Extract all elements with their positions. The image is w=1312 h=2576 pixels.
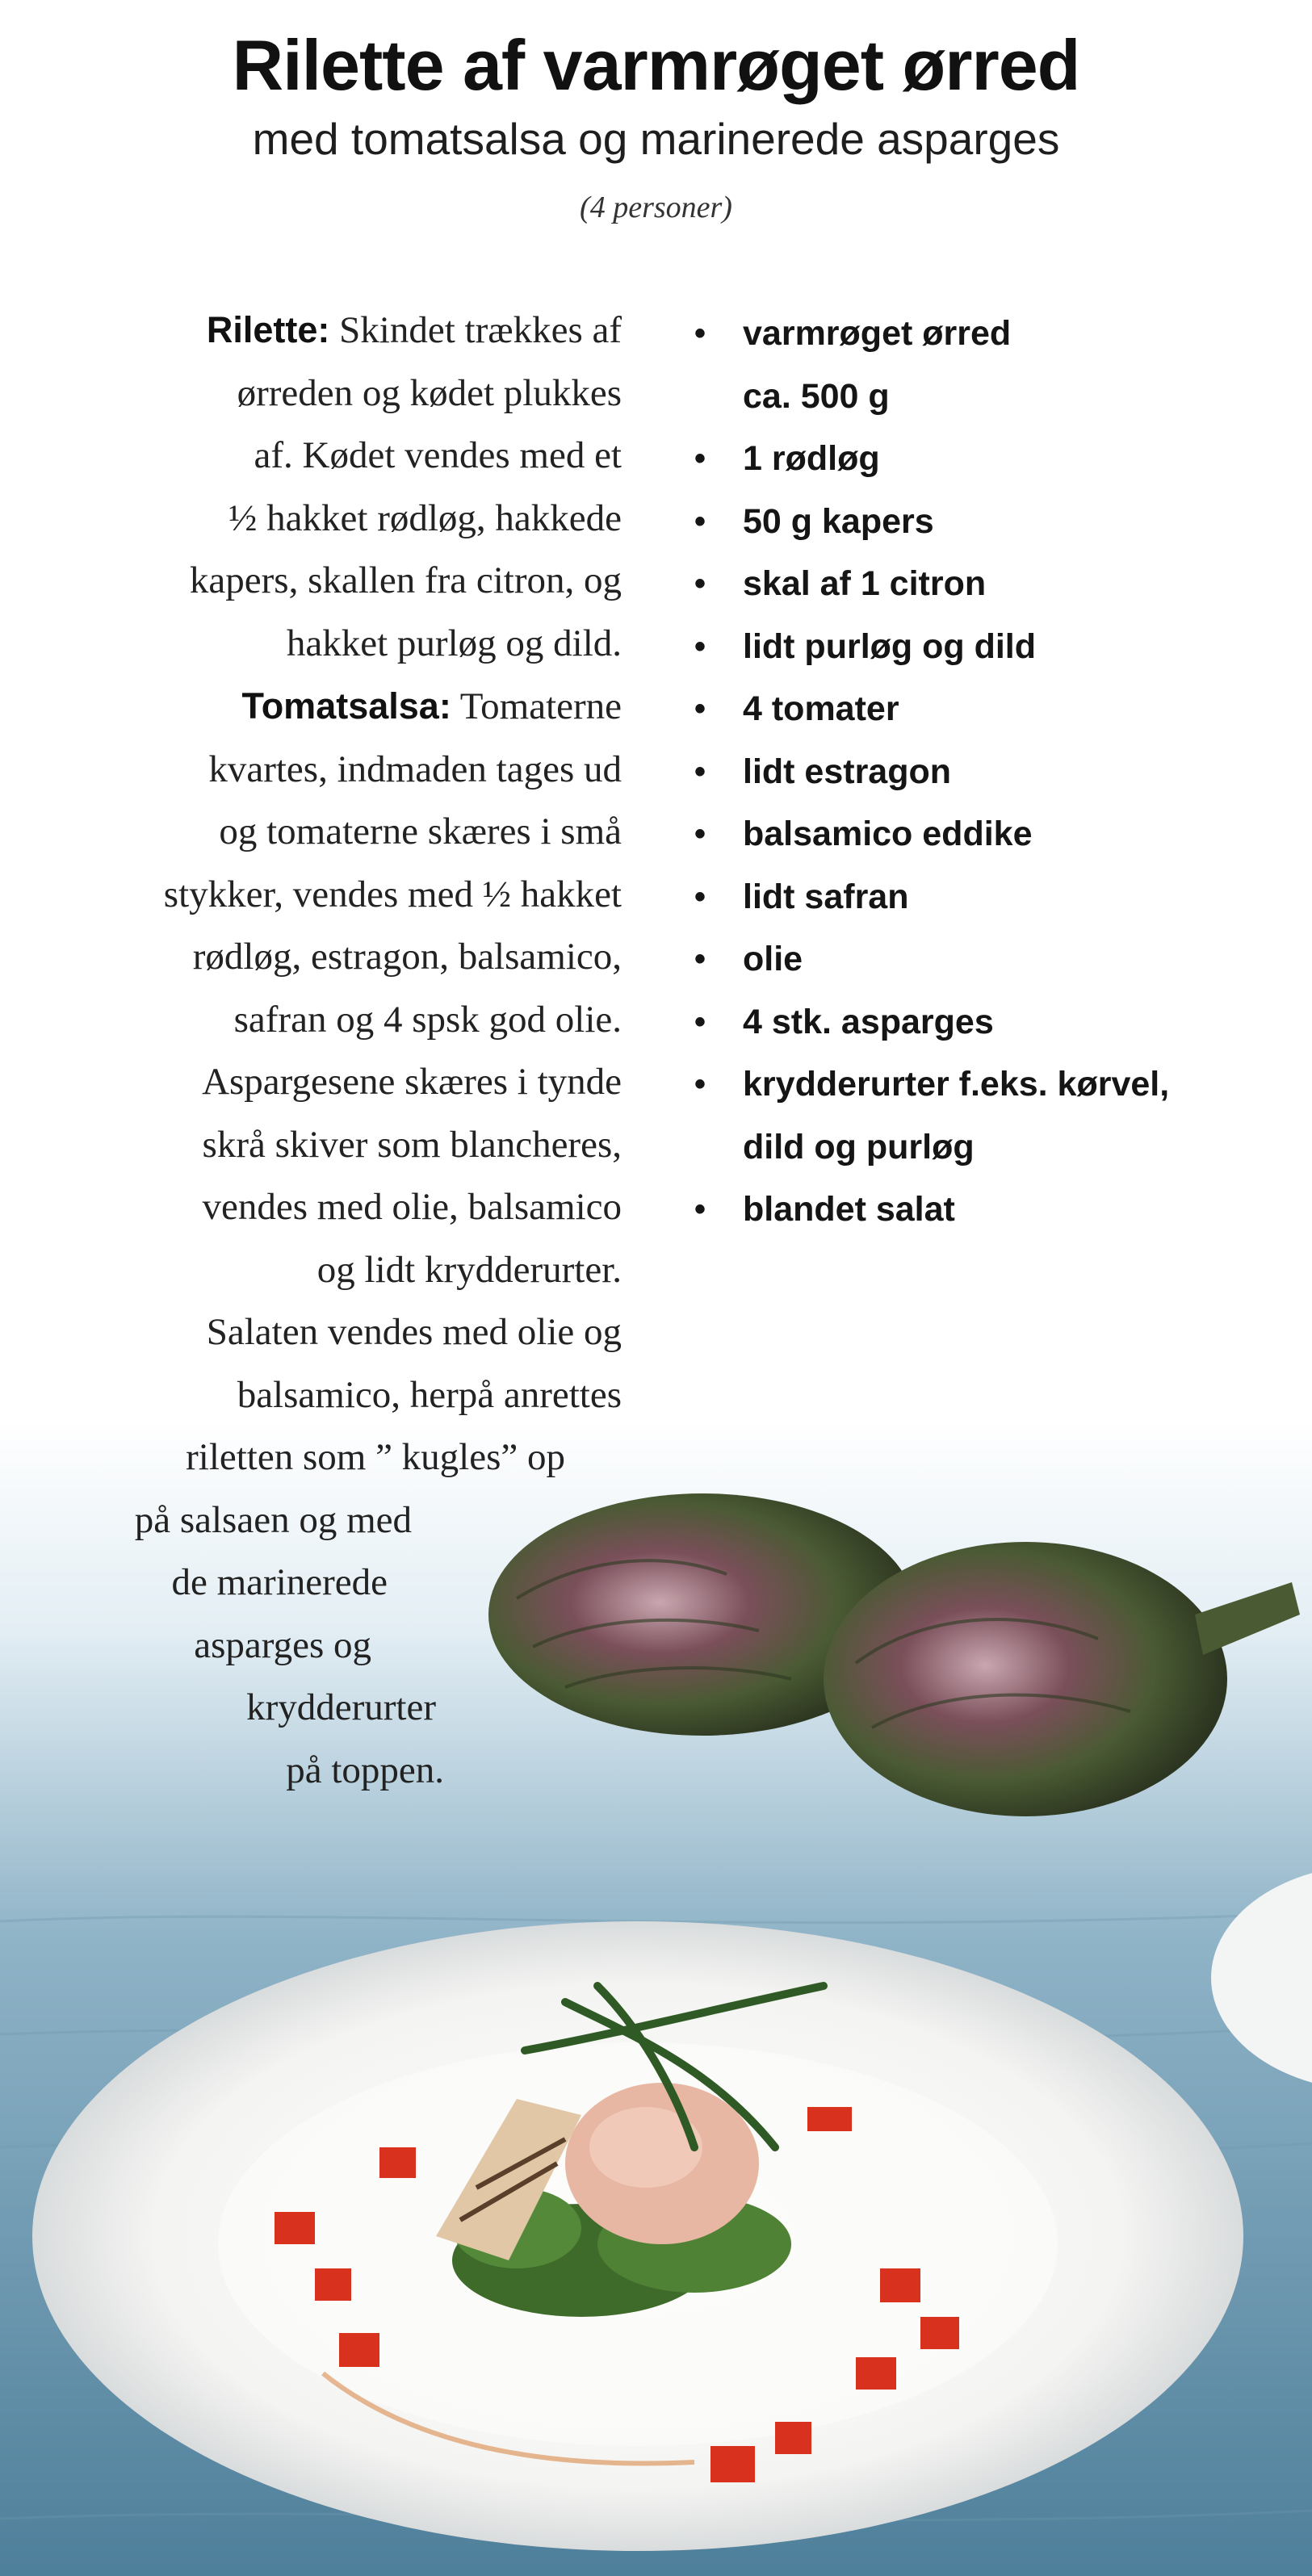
method-line: og lidt krydderurter.: [316, 1248, 622, 1291]
ingredient-item: • 4 tomater: [694, 678, 1292, 741]
method-line: ½ hakket rødløg, hakkede: [228, 496, 622, 539]
method-line: stykker, vendes med ½ hakket: [163, 873, 622, 915]
ingredient-item: • varmrøget ørred ca. 500 g: [694, 303, 1292, 428]
method-line: de marinerede: [171, 1561, 388, 1603]
method-line: Aspargesene skæres i tynde: [202, 1061, 622, 1103]
method-line: balsamico, herpå anrettes: [237, 1373, 622, 1416]
method-line: Salaten vendes med olie og: [206, 1311, 622, 1353]
method-line: af. Kødet vendes med et: [254, 434, 622, 476]
ingredient-item: • skal af 1 citron: [694, 553, 1292, 616]
method-line: vendes med olie, balsamico: [202, 1186, 622, 1228]
ingredient-item: • balsamico eddike: [694, 803, 1292, 866]
ingredient-item: • olie: [694, 928, 1292, 991]
method-line: Tomatsalsa: Tomaterne: [241, 685, 622, 727]
method-line: asparges og: [194, 1623, 371, 1666]
method-line: riletten som ” kugles” op: [186, 1436, 565, 1478]
method-line: skrå skiver som blancheres,: [202, 1123, 622, 1166]
servings: (4 personer): [580, 191, 732, 224]
ingredient-list: [694, 303, 1292, 1242]
ingredient-item: • lidt safran: [694, 866, 1292, 929]
method-line: hakket purløg og dild.: [286, 622, 622, 664]
ingredient-item: • 50 g kapers: [694, 491, 1292, 554]
recipe-title: Rilette af varmrøget ørred: [232, 25, 1080, 105]
method-line: kapers, skallen fra citron, og: [189, 559, 622, 601]
recipe-subtitle: med tomatsalsa og marinerede asparges: [252, 114, 1060, 164]
method-line: kvartes, indmaden tages ud: [208, 748, 622, 790]
method-line: og tomaterne skæres i små: [219, 810, 622, 852]
method-line: på salsaen og med: [134, 1498, 412, 1541]
ingredient-item: • krydderurter f.eks. kørvel, dild og purløg: [694, 1053, 1292, 1179]
ingredient-item: • lidt estragon: [694, 741, 1292, 804]
ingredient-item: • blandet salat: [694, 1179, 1292, 1242]
method-line: ørreden og kødet plukkes: [237, 371, 622, 414]
method-line: Rilette: Skindet trækkes af: [206, 309, 622, 351]
method-text: [73, 299, 622, 1802]
rilette-label: Rilette:: [206, 309, 330, 350]
ingredient-item: • lidt purløg og dild: [694, 616, 1292, 679]
ingredient-item: • 4 stk. asparges: [694, 991, 1292, 1054]
method-line: krydderurter: [246, 1686, 436, 1728]
method-line: rødløg, estragon, balsamico,: [192, 936, 622, 978]
ingredient-item: • 1 rødløg: [694, 428, 1292, 491]
method-line: på toppen.: [286, 1749, 444, 1791]
method-line: safran og 4 spsk god olie.: [233, 998, 622, 1041]
tomatsalsa-label: Tomatsalsa:: [241, 685, 451, 727]
